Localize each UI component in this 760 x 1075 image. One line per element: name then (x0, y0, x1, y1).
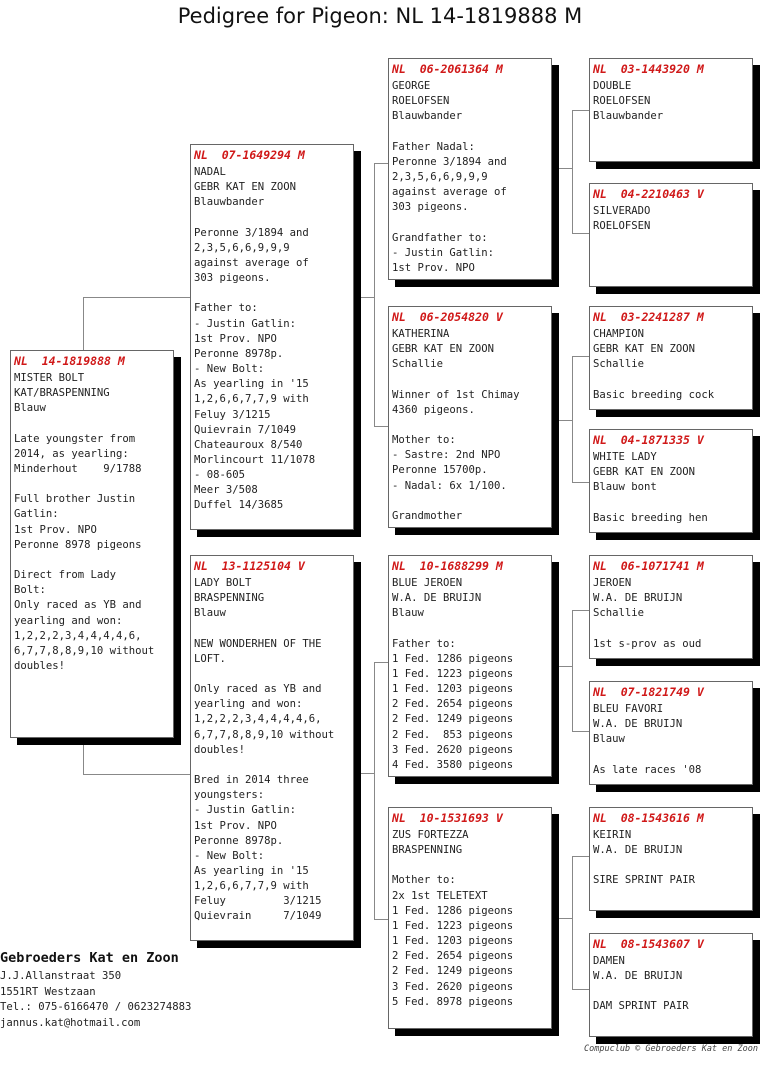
pigeon-details: ZUS FORTEZZA BRASPENNING Mother to: 2x 1st TELETEXT 1 Fed. 1286 pigeons 1 Fed. 1223 pigeons 1 Fed. 1203 pigeons 2 Fed. 2654 pigeons 2 Fed. 1249 pigeons 3 Fed. 2620 pigeons 5 Fed. 8978 pigeons (392, 829, 514, 1008)
pigeon-details: CHAMPION GEBR KAT EN ZOON Schallie Basic breeding cock (593, 328, 715, 401)
breeder-city: 1551RT Westzaan (0, 985, 96, 998)
pigeon-card-fmm (589, 429, 753, 533)
ring-number: NL 13-1125104 V (194, 559, 305, 573)
ring-number: NL 07-1649294 M (194, 148, 305, 162)
pigeon-card-paternal-grandfather (388, 58, 552, 280)
pigeon-details: JEROEN W.A. DE BRUIJN Schallie 1st s-prov as oud (593, 577, 702, 650)
ring-number: NL 06-2061364 M (392, 62, 503, 76)
connector-ff-stem (556, 168, 572, 169)
breeder-phone: Tel.: 075-6166470 / 0623274883 (0, 1001, 192, 1013)
pigeon-card-subject (10, 350, 174, 738)
ring-number: NL 14-1819888 M (14, 354, 125, 368)
pigeon-card-mfm (589, 681, 753, 785)
ring-number: NL 04-1871335 V (593, 433, 704, 447)
connector-father-stem (359, 297, 374, 298)
ring-number: NL 08-1543607 V (593, 937, 704, 951)
pigeon-card-paternal-grandmother (388, 306, 552, 528)
pigeon-card-father (190, 144, 354, 530)
pigeon-details: WHITE LADY GEBR KAT EN ZOON Blauw bont Basic breeding hen (593, 451, 708, 524)
pigeon-details: KATHERINA GEBR KAT EN ZOON Schallie Winner of 1st Chimay 4360 pigeons. Mother to: - Sastre: 2nd NPO Peronne 15700p. - Nadal: 6x 1/100. Grandmother (392, 328, 520, 522)
ring-number: NL 10-1531693 V (392, 811, 503, 825)
pigeon-details: GEORGE ROELOFSEN Blauwbander Father Nadal: Peronne 3/1894 and 2,3,5,6,6,9,9,9 against average of 303 pigeons. Grandfather to: - Justin Gatlin: 1st Prov. NPO (392, 80, 507, 274)
footer-credit: Compuclub © Gebroeders Kat en Zoon (584, 1044, 758, 1054)
ring-number: NL 06-1071741 M (593, 559, 704, 573)
pigeon-card-mff (589, 555, 753, 659)
connector-fm-stem (556, 420, 572, 421)
pigeon-card-maternal-grandfather (388, 555, 552, 777)
pigeon-details: SILVERADO ROELOFSEN (593, 205, 651, 233)
page-title: Pedigree for Pigeon: NL 14-1819888 M (177, 4, 583, 28)
connector-mother-stem (359, 773, 374, 774)
pigeon-details: BLEU FAVORI W.A. DE BRUIJN Blauw As late races '08 (593, 703, 702, 776)
pigeon-details: LADY BOLT BRASPENNING Blauw NEW WONDERHEN OF THE LOFT. Only raced as YB and yearling and won: 1,2,2,2,3,4,4,4,4,6, 6,7,7,8,8,9,10 without doubles! Bred in 2014 three youngsters: - Justin Gatlin: 1st Prov. NPO Peronne 8978p. - New Bolt: As yearling in '15 1,2,6,6,7,7,9 with Feluy 3/1215 Quievrain 7/1049 (194, 577, 335, 923)
pigeon-details: MISTER BOLT KAT/BRASPENNING Blauw Late youngster from 2014, as yearling: Minderhout 9/1788 Full brother Justin Gatlin: 1st Prov. NPO Peronne 8978 pigeons Direct from Lady Bolt: Only raced as YB and yearling and won: 1,2,2,2,3,4,4,4,4,6, 6,7,7,8,8,9,10 without doubles! (14, 372, 155, 672)
breeder-address: J.J.Allanstraat 350 (0, 970, 122, 982)
ring-number: NL 07-1821749 V (593, 685, 704, 699)
pigeon-card-mmm (589, 933, 753, 1037)
connector-mf-stem (556, 666, 572, 667)
breeder-email: jannus.kat@hotmail.com (0, 1016, 141, 1029)
ring-number: NL 04-2210463 V (593, 187, 704, 201)
ring-number: NL 03-2241287 M (593, 310, 704, 324)
pigeon-details: KEIRIN W.A. DE BRUIJN SIRE SPRINT PAIR (593, 829, 696, 887)
pigeon-card-fmf (589, 306, 753, 410)
ring-number: NL 03-1443920 M (593, 62, 704, 76)
breeder-name: Gebroeders Kat en Zoon (0, 950, 179, 966)
connector-mm-stem (556, 918, 572, 919)
pigeon-card-ffm (589, 183, 753, 287)
pigeon-details: BLUE JEROEN W.A. DE BRUIJN Blauw Father to: 1 Fed. 1286 pigeons 1 Fed. 1223 pigeons 1 Fed. 1203 pigeons 2 Fed. 2654 pigeons 2 Fed. 1249 pigeons 2 Fed. 853 pigeons 3 Fed. 2620 pigeons 4 Fed. 3580 pigeons (392, 577, 514, 771)
ring-number: NL 10-1688299 M (392, 559, 503, 573)
ring-number: NL 06-2054820 V (392, 310, 503, 324)
pigeon-details: NADAL GEBR KAT EN ZOON Blauwbander Peronne 3/1894 and 2,3,5,6,6,9,9,9 against average of 303 pigeons. Father to: - Justin Gatlin: 1st Prov. NPO Peronne 8978p. - New Bolt: As yearling in '15 1,2,6,6,7,7,9 with Feluy 3/1215 Quievrain 7/1049 Chateauroux 8/540 Morlincourt 11/1078 - 08-605 Meer 3/508 Duffel 14/3685 (194, 166, 316, 512)
pigeon-details: DAMEN W.A. DE BRUIJN DAM SPRINT PAIR (593, 955, 689, 1013)
breeder-info (0, 950, 191, 1031)
pigeon-card-maternal-grandmother (388, 807, 552, 1029)
ring-number: NL 08-1543616 M (593, 811, 704, 825)
pigeon-card-mother (190, 555, 354, 941)
pigeon-card-mmf (589, 807, 753, 911)
pigeon-card-fff (589, 58, 753, 162)
pigeon-details: DOUBLE ROELOFSEN Blauwbander (593, 80, 664, 123)
